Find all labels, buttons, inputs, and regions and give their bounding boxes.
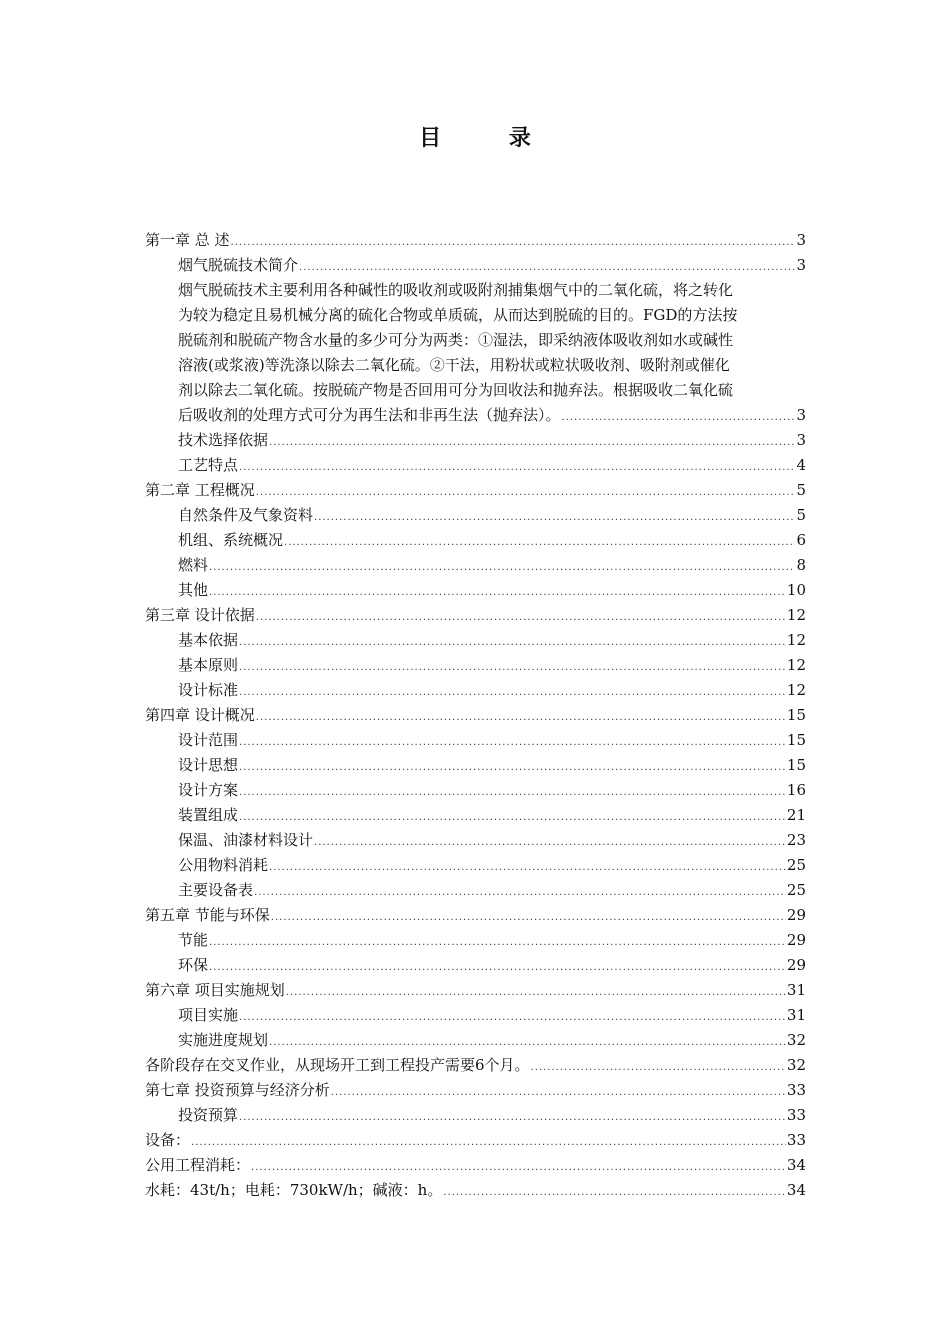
toc-entry-text: 设计标准	[178, 681, 239, 699]
dot-leader	[231, 230, 796, 255]
toc-page-number: 12	[786, 656, 806, 674]
toc-entry-paragraph[interactable]	[145, 278, 806, 428]
toc-page-number: 23	[786, 831, 806, 849]
toc-page-number: 29	[786, 906, 806, 924]
toc-entry-text: 设计范围	[178, 731, 239, 749]
paragraph-last-line	[178, 403, 806, 428]
toc-page-number: 3	[796, 231, 806, 249]
dot-leader	[531, 1055, 786, 1080]
toc-entry-text: 基本依据	[178, 631, 239, 649]
toc-entry-text: 水耗：43t/h；电耗：730kW/h；碱液：h。	[145, 1181, 443, 1199]
toc-entry-section[interactable]	[145, 678, 806, 703]
toc-entry-note[interactable]	[145, 1178, 806, 1203]
toc-entry-text: 第六章 项目实施规划	[145, 981, 285, 999]
toc-entry-text: 保温、油漆材料设计	[178, 831, 314, 849]
dot-leader	[239, 630, 786, 655]
toc-entry-chapter-7[interactable]	[145, 1078, 806, 1103]
dot-leader	[314, 505, 795, 530]
toc-page-number: 29	[786, 931, 806, 949]
toc-entry-text: 第四章 设计概况	[145, 706, 255, 724]
toc-entry-section[interactable]	[145, 628, 806, 653]
toc-page-number: 5	[796, 481, 806, 499]
dot-leader	[239, 455, 795, 480]
toc-entry-section[interactable]	[145, 578, 806, 603]
toc-page-number: 33	[786, 1106, 806, 1124]
toc-entry-text: 节能	[178, 931, 209, 949]
toc-entry-section[interactable]	[145, 753, 806, 778]
toc-entry-section[interactable]	[145, 1003, 806, 1028]
toc-entry-text: 各阶段存在交叉作业，从现场开工到工程投产需要6个月。	[145, 1056, 530, 1074]
toc-page-number: 4	[796, 456, 806, 474]
dot-leader	[209, 580, 786, 605]
toc-entry-section[interactable]	[145, 878, 806, 903]
toc-page-number: 32	[786, 1056, 806, 1074]
toc-entry-text: 机组、系统概况	[178, 531, 284, 549]
dot-leader	[209, 930, 786, 955]
table-of-contents	[145, 228, 806, 1203]
toc-entry-text: 第二章 工程概况	[145, 481, 255, 499]
dot-leader	[239, 1105, 786, 1130]
toc-page-number: 25	[786, 856, 806, 874]
toc-entry-text: 投资预算	[178, 1106, 239, 1124]
dot-leader	[286, 980, 786, 1005]
dot-leader	[299, 255, 795, 280]
toc-entry-text: 其他	[178, 581, 209, 599]
toc-entry-chapter-5[interactable]	[145, 903, 806, 928]
toc-page-number: 3	[796, 406, 806, 424]
paragraph-line: 剂以除去二氧化硫。按脱硫产物是否回用可分为回收法和抛弃法。根据吸收二氧化硫	[178, 381, 734, 399]
toc-page-number: 15	[786, 756, 806, 774]
toc-page-number: 3	[796, 431, 806, 449]
toc-page-number: 12	[786, 631, 806, 649]
toc-page-number: 6	[796, 531, 806, 549]
toc-entry-chapter-4[interactable]	[145, 703, 806, 728]
dot-leader	[191, 1130, 786, 1155]
toc-entry-text: 公用工程消耗：	[145, 1156, 251, 1174]
dot-leader	[209, 555, 795, 580]
toc-entry-text: 第一章 总 述	[145, 231, 230, 249]
page-title: 目 录	[419, 125, 561, 151]
dot-leader	[269, 430, 795, 455]
toc-page-number: 31	[786, 1006, 806, 1024]
toc-entry-section[interactable]	[145, 653, 806, 678]
toc-entry-chapter-2[interactable]	[145, 478, 806, 503]
paragraph-line: 烟气脱硫技术主要利用各种碱性的吸收剂或吸附剂捕集烟气中的二氧化硫，将之转化	[178, 281, 734, 299]
toc-page-number: 21	[786, 806, 806, 824]
dot-leader	[239, 1005, 786, 1030]
toc-page-number: 15	[786, 731, 806, 749]
toc-entry-section[interactable]	[145, 428, 806, 453]
paragraph-line: 为较为稳定且易机械分离的硫化合物或单质硫，从而达到脱硫的目的。FGD的方法按	[178, 306, 738, 324]
toc-entry-text: 基本原则	[178, 656, 239, 674]
dot-leader	[331, 1080, 786, 1105]
dot-leader	[256, 480, 796, 505]
toc-page-number: 33	[786, 1081, 806, 1099]
toc-page-number: 29	[786, 956, 806, 974]
toc-entry-text: 燃料	[178, 556, 209, 574]
toc-entry-section[interactable]	[145, 253, 806, 278]
dot-leader	[239, 780, 786, 805]
toc-entry-text: 项目实施	[178, 1006, 239, 1024]
toc-entry-section[interactable]	[145, 503, 806, 528]
paragraph-line: 脱硫剂和脱硫产物含水量的多少可分为两类：①湿法，即采纳液体吸收剂如水或碱性	[178, 331, 734, 349]
toc-entry-section[interactable]	[145, 453, 806, 478]
toc-entry-section[interactable]	[145, 953, 806, 978]
dot-leader	[284, 530, 795, 555]
toc-page-number: 5	[796, 506, 806, 524]
toc-entry-section[interactable]	[145, 828, 806, 853]
dot-leader	[314, 830, 786, 855]
toc-entry-chapter-6[interactable]	[145, 978, 806, 1003]
dot-leader	[256, 605, 786, 630]
toc-page-number: 16	[786, 781, 806, 799]
dot-leader	[239, 680, 786, 705]
paragraph-line: 后吸收剂的处理方式可分为再生法和非再生法（抛弃法）。	[178, 406, 561, 424]
toc-entry-text: 第五章 节能与环保	[145, 906, 270, 924]
toc-entry-chapter-3[interactable]	[145, 603, 806, 628]
dot-leader	[239, 730, 786, 755]
toc-entry-text: 设计方案	[178, 781, 239, 799]
dot-leader	[269, 1030, 786, 1055]
toc-entry-note[interactable]	[145, 1053, 806, 1078]
dot-leader	[256, 705, 786, 730]
toc-page-number: 15	[786, 706, 806, 724]
toc-entry-text: 设计思想	[178, 756, 239, 774]
toc-page-number: 12	[786, 606, 806, 624]
dot-leader	[254, 880, 786, 905]
toc-entry-text: 自然条件及气象资料	[178, 506, 314, 524]
toc-entry-chapter-1[interactable]	[145, 228, 806, 253]
dot-leader	[239, 805, 786, 830]
paragraph-line: 溶液(或浆液)等洗涤以除去二氧化硫。②干法，用粉状或粒状吸收剂、吸附剂或催化	[178, 356, 730, 374]
toc-entry-text: 第三章 设计依据	[145, 606, 255, 624]
toc-entry-section[interactable]	[145, 803, 806, 828]
toc-page-number: 34	[786, 1181, 806, 1199]
toc-entry-section[interactable]	[145, 778, 806, 803]
toc-page-number: 33	[786, 1131, 806, 1149]
toc-entry-section[interactable]	[145, 728, 806, 753]
toc-entry-text: 第七章 投资预算与经济分析	[145, 1081, 330, 1099]
toc-entry-text: 技术选择依据	[178, 431, 269, 449]
toc-page-number: 12	[786, 681, 806, 699]
toc-entry-section[interactable]	[145, 928, 806, 953]
toc-entry-note[interactable]	[145, 1128, 806, 1153]
dot-leader	[209, 955, 786, 980]
toc-entry-section[interactable]	[145, 853, 806, 878]
toc-entry-text: 实施进度规划	[178, 1031, 269, 1049]
dot-leader	[562, 405, 796, 430]
dot-leader	[251, 1155, 786, 1180]
toc-entry-text: 装置组成	[178, 806, 239, 824]
toc-page-number: 34	[786, 1156, 806, 1174]
toc-page-number: 32	[786, 1031, 806, 1049]
dot-leader	[269, 855, 786, 880]
dot-leader	[443, 1180, 786, 1205]
toc-page-number: 25	[786, 881, 806, 899]
toc-entry-text: 设备：	[145, 1131, 191, 1149]
toc-entry-section[interactable]	[145, 528, 806, 553]
toc-entry-section[interactable]	[145, 1028, 806, 1053]
dot-leader	[271, 905, 786, 930]
toc-entry-section[interactable]	[145, 553, 806, 578]
toc-page-number: 8	[796, 556, 806, 574]
toc-page-number: 3	[796, 256, 806, 274]
toc-entry-text: 工艺特点	[178, 456, 239, 474]
dot-leader	[239, 755, 786, 780]
toc-entry-text: 环保	[178, 956, 209, 974]
toc-entry-section[interactable]	[145, 1103, 806, 1128]
toc-entry-text: 主要设备表	[178, 881, 254, 899]
dot-leader	[239, 655, 786, 680]
toc-entry-text: 烟气脱硫技术简介	[178, 256, 299, 274]
toc-page-number: 31	[786, 981, 806, 999]
toc-page-number: 10	[786, 581, 806, 599]
toc-entry-text: 公用物料消耗	[178, 856, 269, 874]
toc-entry-note[interactable]	[145, 1153, 806, 1178]
